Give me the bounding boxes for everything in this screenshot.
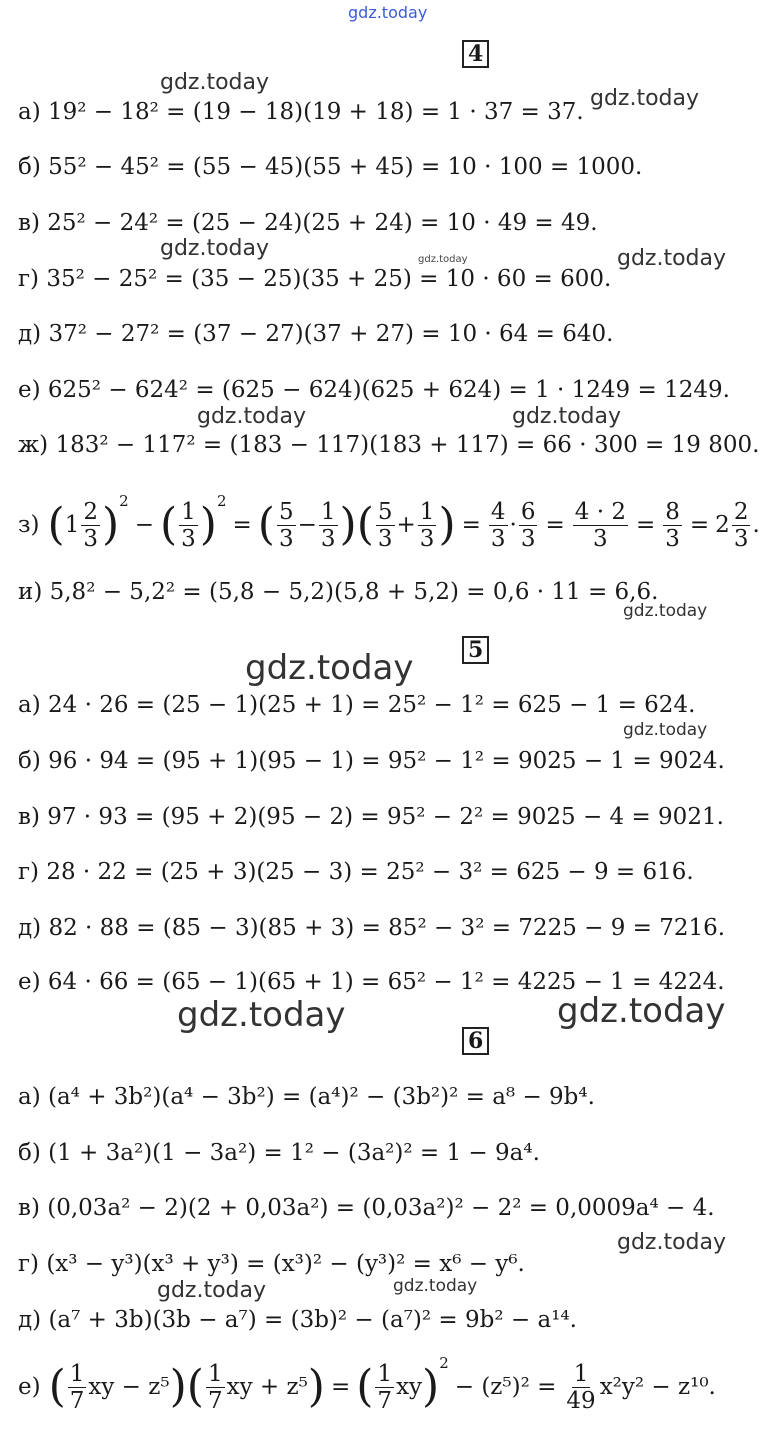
fraction: $\frac{2}{3}$ [83,498,98,552]
fraction: $\frac{1}{3}$ [419,498,435,552]
fraction: $\frac{1}{7}$ [207,1360,223,1414]
solution-line: д) (a⁷ + 3b)(3b − a⁷) = (3b)² − (a⁷)² = 9b² − a¹⁴. [18,1307,577,1333]
solution-line: а) 24 · 26 = (25 − 1)(25 + 1) = 25² − 1² = 625 − 1 = 624. [18,692,696,718]
item-label: е) [18,1374,41,1400]
watermark: gdz.today [418,254,468,265]
solution-line: г) 28 · 22 = (25 + 3)(25 − 3) = 25² − 3² = 625 − 9 = 616. [18,859,694,885]
solution-line: е) 64 · 66 = (65 − 1)(65 + 1) = 65² − 1² = 4225 − 1 = 4224. [18,969,725,995]
fraction: $\frac{1}{7}$ [377,1360,393,1414]
watermark: gdz.today [623,720,708,740]
solution-line: в) (0,03a² − 2)(2 + 0,03a²) = (0,03a²)² − 2² = 0,0009a⁴ − 4. [18,1195,715,1221]
solution-line: г) (x³ − y³)(x³ + y³) = (x³)² − (y³)² = x⁶ − y⁶. [18,1251,525,1277]
fraction: $\frac{1}{49}$ [566,1360,596,1414]
solution-line: б) (1 + 3a²)(1 − 3a²) = 1² − (3a²)² = 1 − 9a⁴. [18,1140,540,1166]
solution-line: а) 19² − 18² = (19 − 18)(19 + 18) = 1 · 37 = 37. [18,99,584,125]
fraction: $\frac{6}{3}$ [520,498,536,552]
solution-line: в) 25² − 24² = (25 − 24)(25 + 24) = 10 · 49 = 49. [18,210,598,236]
fraction: $\frac{1}{7}$ [69,1360,85,1414]
section-number-6: 6 [462,1027,489,1055]
fraction: $\frac{1}{3}$ [181,498,196,552]
watermark: gdz.today [197,404,307,429]
solution-line: д) 82 · 88 = (85 − 3)(85 + 3) = 85² − 3² = 7225 − 9 = 7216. [18,915,726,941]
solution-line: в) 97 · 93 = (95 + 2)(95 − 2) = 95² − 2² = 9025 − 4 = 9021. [18,804,724,830]
fraction: $\frac{5}{3}$ [377,498,393,552]
solution-line: и) 5,8² − 5,2² = (5,8 − 5,2)(5,8 + 5,2) = 0,6 · 11 = 6,6. [18,579,659,605]
fraction: $\frac{2}{3}$ [733,498,749,552]
solution-line: е) 625² − 624² = (625 − 624)(625 + 624) = 1 · 1249 = 1249. [18,377,730,403]
fraction-solution-line: е) ( $\frac{1}{7}$ xy − z⁵ ) ( $\frac{1}{7}$ xy + z⁵ ) = ( $\frac{1}{7}$ xy ) 2 − (z⁵)² = $\frac{1}{49}$ x²y² − z¹⁰. [18,1354,716,1414]
watermark: gdz.today [245,648,414,688]
watermark: gdz.today [512,404,622,429]
watermark: gdz.today [623,601,708,621]
watermark: gdz.today [157,1278,267,1303]
solution-line: б) 55² − 45² = (55 − 45)(55 + 45) = 10 · 100 = 1000. [18,154,643,180]
section-number-4: 4 [462,40,489,68]
fraction: $\frac{1}{3}$ [320,498,336,552]
watermark: gdz.today [557,991,726,1031]
watermark: gdz.today [160,236,270,261]
fraction: $\frac{8}{3}$ [665,498,680,552]
fraction: $\frac{4}{3}$ [490,498,506,552]
item-label: з) [18,512,40,538]
fraction-solution-line: з) ( 1 $\frac{2}{3}$ ) 2 − ( $\frac{1}{3}$ ) 2 = ( $\frac{5}{3}$ − $\frac{1}{3}$ ) ( $\frac{5}{3}$ + $\frac{1}{3}$ ) = $\frac{4}{3}$ · $\frac{6}{3}$ = $\frac{4 \cdot 2}{3}$ = $\frac{8}{3}$ = 2 $\frac{2}{3}$ . [18,492,760,552]
watermark: gdz.today [160,70,270,95]
solution-line: ж) 183² − 117² = (183 − 117)(183 + 117) = 66 · 300 = 19 800. [18,432,760,458]
watermark: gdz.today [590,86,700,111]
solution-line: б) 96 · 94 = (95 + 1)(95 − 1) = 95² − 1² = 9025 − 1 = 9024. [18,748,725,774]
watermark: gdz.today [617,246,727,271]
solution-line: д) 37² − 27² = (37 − 27)(37 + 27) = 10 · 64 = 640. [18,321,614,347]
watermark: gdz.today [617,1230,727,1255]
solution-line: а) (a⁴ + 3b²)(a⁴ − 3b²) = (a⁴)² − (3b²)² = a⁸ − 9b⁴. [18,1084,595,1110]
section-number-5: 5 [462,636,489,664]
solution-line: г) 35² − 25² = (35 − 25)(35 + 25) = 10 · 60 = 600. [18,266,612,292]
watermark: gdz.today [393,1276,478,1296]
watermark: gdz.today [177,995,346,1035]
fraction: $\frac{4 \cdot 2}{3}$ [574,498,626,552]
watermark-top: gdz.today [348,3,428,22]
fraction: $\frac{5}{3}$ [278,498,294,552]
